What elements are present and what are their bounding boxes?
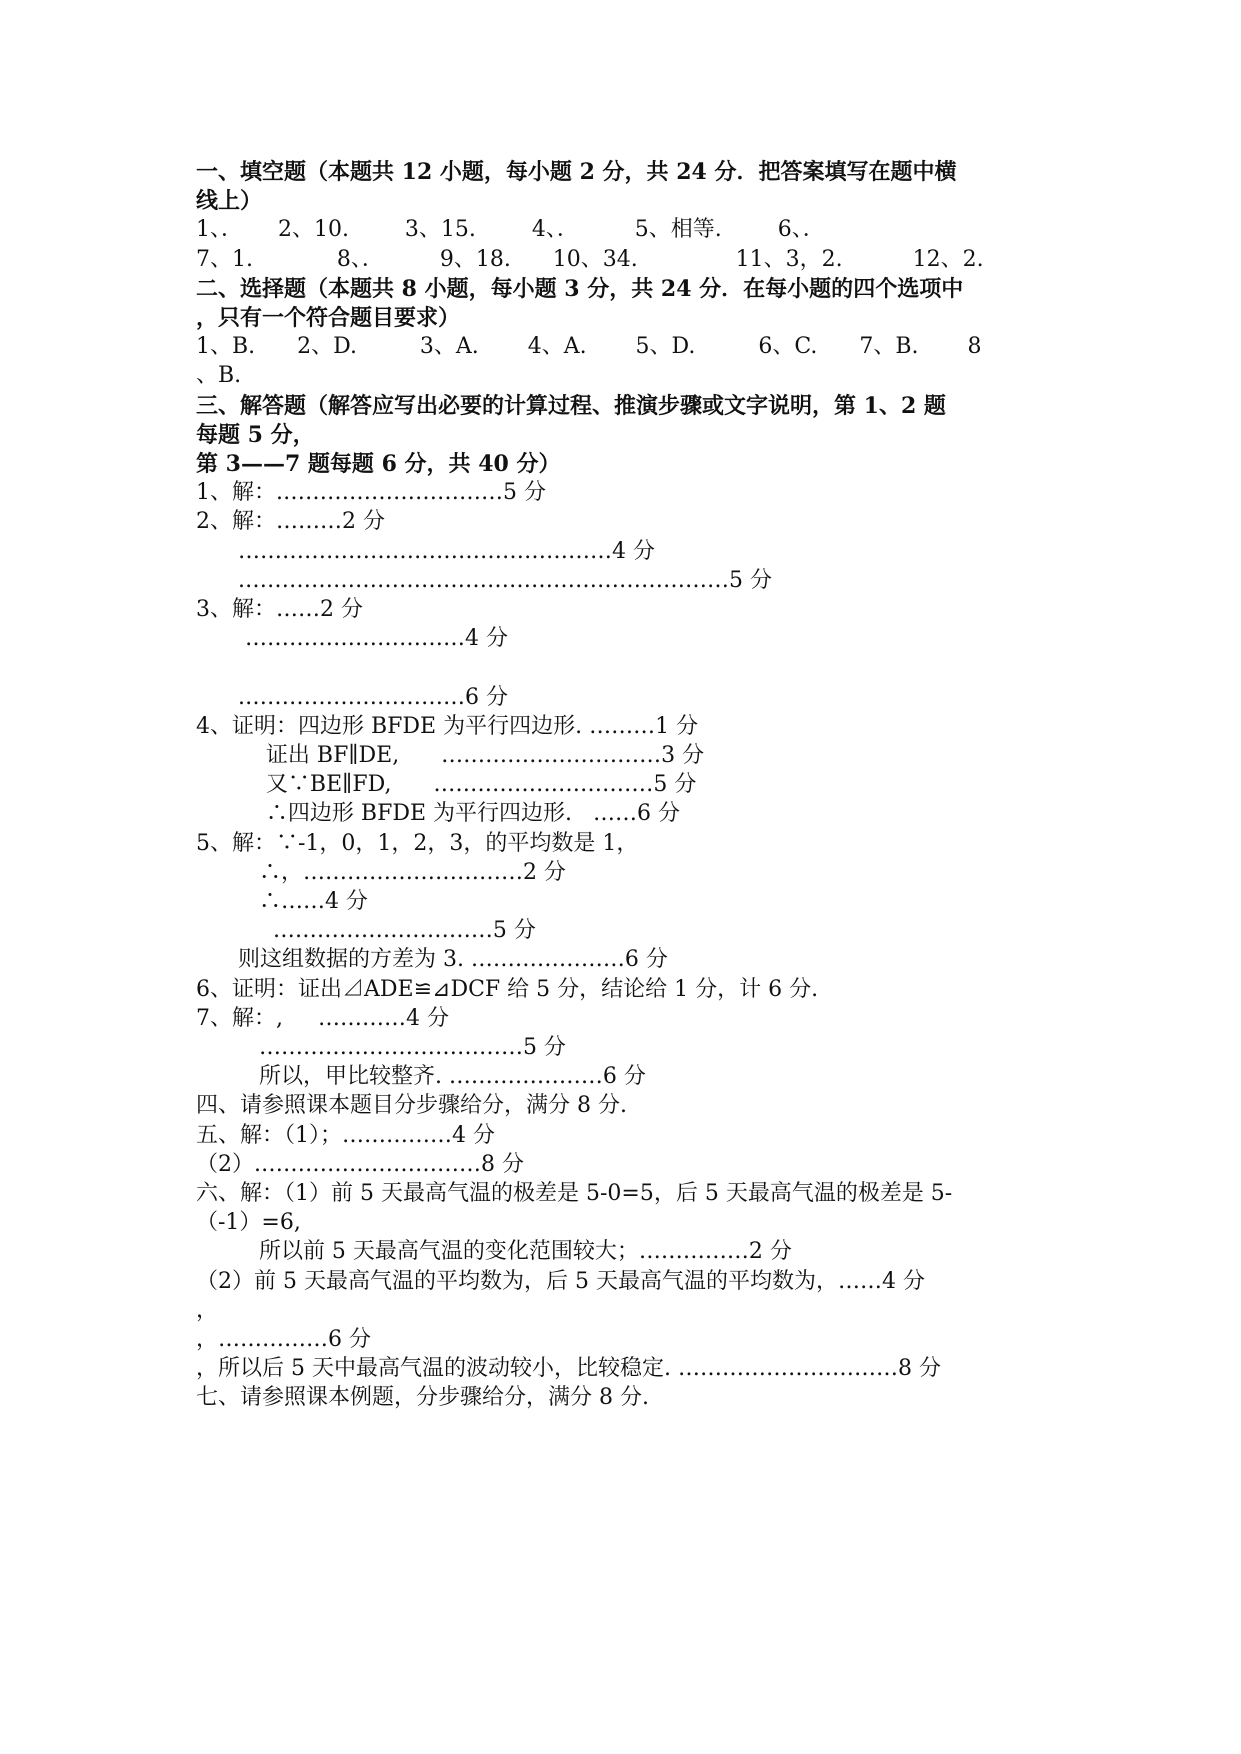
document-line: ，所以后 5 天中最高气温的波动较小，比较稳定. …………………………8 分 [196,1356,941,1382]
document-line: 6、证明：证出⊿ADE≌⊿DCF 给 5 分，结论给 1 分，计 6 分. [196,976,819,1002]
document-line: ∴四边形 BFDE 为平行四边形. ……6 分 [196,801,681,827]
document-line: 7、解：, …………4 分 [196,1005,449,1031]
document-line: 四、请参照课本题目分步骤给分，满分 8 分. [196,1093,627,1119]
document-line: ， [196,1297,219,1323]
document-line: 每题 5 分， [196,421,315,448]
document-line: （2）前 5 天最高气温的平均数为，后 5 天最高气温的平均数为，……4 分 [196,1268,925,1294]
document-line: 2、解：………2 分 [196,509,385,535]
document-line: （2）.…………………………8 分 [196,1151,524,1177]
document-line: 六、解：（1）前 5 天最高气温的极差是 5-0=5，后 5 天最高气温的极差是 5- [196,1181,953,1206]
document-line: …………………………4 分 [196,626,508,652]
document-line: 证出 BF∥DE, …………………………3 分 [196,743,705,768]
document-line: 所以前 5 天最高气温的变化范围较大；……………2 分 [196,1239,792,1265]
document-line: 第 3——7 题每题 6 分，共 40 分） [196,451,561,477]
document-line: （-1）=6, [196,1210,301,1236]
document-line: .…………………………6 分 [196,684,508,710]
document-line: 1、． 2、10. 3、15. 4、． 5、相等. 6、． [196,217,825,243]
document-line: …………………………5 分 [196,918,536,944]
document-line: .…………………………………………………………5 分 [196,567,772,593]
document-line: 所以，甲比较整齐. …………………6 分 [196,1064,646,1090]
document-line: 5、解：∵-1，0，1，2，3，的平均数是 1， [196,830,639,856]
document-line: 1、B. 2、D. 3、A. 4、A. 5、D. 6、C. 7、B. 8 [196,334,982,360]
document-line: ，只有一个符合题目要求） [196,305,461,331]
document-line: 线上） [196,188,263,215]
document-line: 二、选择题（本题共 8 小题，每小题 3 分，共 24 分．在每小题的四个选项中 [196,275,964,302]
document-line: 又∵BE∥FD, …………………………5 分 [196,772,697,798]
document-line: ∴……4 分 [196,889,368,914]
document-line: 7、1. 8、． 9、18. 10、34. 11、3，2. 12、2. [196,246,984,272]
document-line: 五、解：（1）；……………4 分 [196,1122,495,1148]
document-line: 一、填空题（本题共 12 小题，每小题 2 分，共 24 分．把答案填写在题中横 [196,159,957,185]
document-line: ，……………6 分 [196,1327,371,1352]
document-line: ……………………………………………4 分 [196,538,655,564]
document-line: 七、请参照课本例题，分步骤给分，满分 8 分. [196,1385,649,1411]
document-line: 3、解：……2 分 [196,597,363,622]
document-line: 4、证明：四边形 BFDE 为平行四边形. ………1 分 [196,713,699,739]
document-line: ∴，…………………………2 分 [196,859,566,885]
document-line: 则这组数据的方差为 3. …………………6 分 [196,947,668,973]
document-line: 、B. [196,363,242,389]
document-line: 1、解：.…………………………5 分 [196,480,546,506]
document-line: ………………………………5 分 [196,1035,566,1060]
document-line: 三、解答题（解答应写出必要的计算过程、推演步骤或文字说明，第 1、2 题 [196,392,946,419]
